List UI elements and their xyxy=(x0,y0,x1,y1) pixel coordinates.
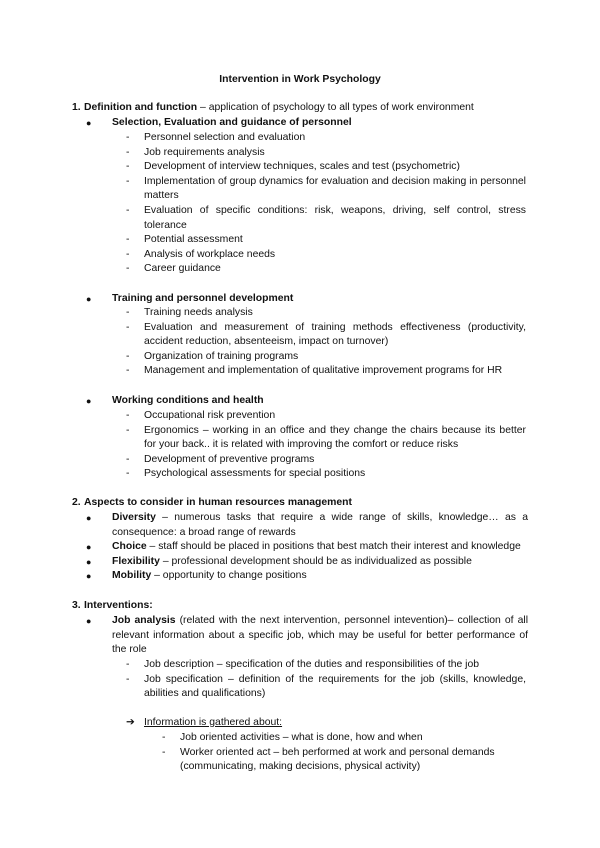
arrow-right-icon: ➔ xyxy=(126,717,135,728)
dash-icon: - xyxy=(126,468,130,480)
dash-icon: - xyxy=(126,365,130,377)
list-item: - Potential assessment xyxy=(126,233,526,248)
section-2-heading xyxy=(72,496,532,511)
list-item: - Job oriented activities – what is done, how and when xyxy=(162,731,528,746)
group-selection-items xyxy=(126,131,526,277)
group-working-conditions xyxy=(84,394,528,409)
arrow-sub-items xyxy=(162,731,528,775)
bullet-heading: ● Training and personnel development xyxy=(84,292,528,307)
job-analysis xyxy=(84,614,528,658)
dash-icon: - xyxy=(162,746,166,758)
bullet-icon: ● xyxy=(86,513,92,523)
dash-icon: - xyxy=(126,673,130,685)
list-item: - Career guidance xyxy=(126,262,526,277)
section-number: 3. xyxy=(72,600,81,611)
dash-icon: - xyxy=(126,204,130,216)
list-item: - Development of interview techniques, scales and test (psychometric) xyxy=(126,160,526,175)
list-item: - Worker oriented act – beh performed at work and personal demands (communicating, making decisions, physical activity) xyxy=(162,746,528,775)
dash-icon: - xyxy=(126,350,130,362)
list-item: - Job specification – definition of the requirements for the job (skills, knowledge, abilities and qualifications) xyxy=(126,673,526,702)
bullet-icon: ● xyxy=(86,396,92,406)
list-item: - Psychological assessments for special positions xyxy=(126,467,526,482)
arrow-item xyxy=(126,716,526,731)
list-item: - Job requirements analysis xyxy=(126,146,526,161)
dash-icon: - xyxy=(126,410,130,421)
section-3-heading xyxy=(72,599,532,614)
list-item: - Management and implementation of qualitative improvement programs for HR xyxy=(126,364,526,379)
list-item: ● Diversity – numerous tasks that require a wide range of skills, knowledge… as a consequence: a broad range of rewards xyxy=(84,511,528,540)
group-selection xyxy=(84,116,528,131)
arrow-label: Information is gathered about: xyxy=(144,717,283,728)
dash-icon: - xyxy=(126,248,130,260)
group-training xyxy=(84,292,528,307)
list-item: - Evaluation of specific conditions: risk, weapons, driving, self control, stress tolerance xyxy=(126,204,526,233)
section-heading-text: Interventions: xyxy=(84,600,153,611)
section-number: 1. xyxy=(72,102,81,113)
group-training-items xyxy=(126,306,526,379)
document-title: Intervention in Work Psychology xyxy=(219,74,381,85)
dash-icon: - xyxy=(126,263,130,275)
section-2-items xyxy=(84,511,528,584)
bullet-heading: ● Working conditions and health xyxy=(84,394,528,409)
bullet-icon: ● xyxy=(86,542,92,553)
list-item: - Organization of training programs xyxy=(126,350,526,365)
dash-icon: - xyxy=(126,321,130,333)
section-3 xyxy=(72,599,532,614)
list-item: - Evaluation and measurement of training methods effectiveness (productivity, accident reduction, absenteeism, impact on turnover) xyxy=(126,321,526,350)
bullet-heading: ● Selection, Evaluation and guidance of personnel xyxy=(84,116,528,131)
bullet-icon: ● xyxy=(86,118,92,128)
section-number: 2. xyxy=(72,497,81,508)
dash-icon: - xyxy=(126,234,130,246)
dash-icon: - xyxy=(126,146,130,158)
list-item: ● Flexibility – professional development should be as individualized as possible xyxy=(84,555,528,570)
list-item: - Job description – specification of the duties and responsibilities of the job xyxy=(126,658,526,673)
dash-icon: - xyxy=(126,161,130,173)
list-item: - Training needs analysis xyxy=(126,306,526,321)
dash-icon: - xyxy=(126,175,130,187)
list-item: - Occupational risk prevention xyxy=(126,409,526,424)
section-heading-text: Definition and function xyxy=(84,102,198,113)
section-1 xyxy=(72,101,532,116)
list-item: - Personnel selection and evaluation xyxy=(126,131,526,146)
list-item: - Ergonomics – working in an office and they change the chairs because its better for your back.. it is related with improving the comfort or reduce risks xyxy=(126,424,526,453)
dash-icon: - xyxy=(126,132,130,143)
bullet-icon: ● xyxy=(86,294,92,304)
dash-icon: - xyxy=(126,659,130,670)
list-item: ● Mobility – opportunity to change positions xyxy=(84,569,528,584)
dash-icon: - xyxy=(162,732,166,743)
dash-icon: - xyxy=(126,453,130,465)
dash-icon: - xyxy=(126,307,130,318)
section-1-heading xyxy=(72,101,532,116)
list-item: - Analysis of workplace needs xyxy=(126,248,526,263)
dash-icon: - xyxy=(126,424,130,436)
bullet-icon: ● xyxy=(86,556,92,567)
section-2 xyxy=(72,496,532,511)
list-item: - Implementation of group dynamics for evaluation and decision making in personnel matters xyxy=(126,175,526,204)
list-item: - Development of preventive programs xyxy=(126,453,526,468)
group-working-conditions-items xyxy=(126,409,526,482)
bullet-icon: ● xyxy=(86,616,92,626)
section-heading-rest: – application of psychology to all types of work environment xyxy=(197,102,474,113)
section-heading-text: Aspects to consider in human resources management xyxy=(84,497,352,508)
list-item: ● Job analysis (related with the next intervention, personnel intevention)– collection of all relevant information about a specific job, which may be useful for better performance of the role xyxy=(84,614,528,658)
bullet-icon: ● xyxy=(86,571,92,582)
job-analysis-items xyxy=(126,658,526,702)
list-item: ● Choice – staff should be placed in positions that best match their interest and knowledge xyxy=(84,540,528,555)
